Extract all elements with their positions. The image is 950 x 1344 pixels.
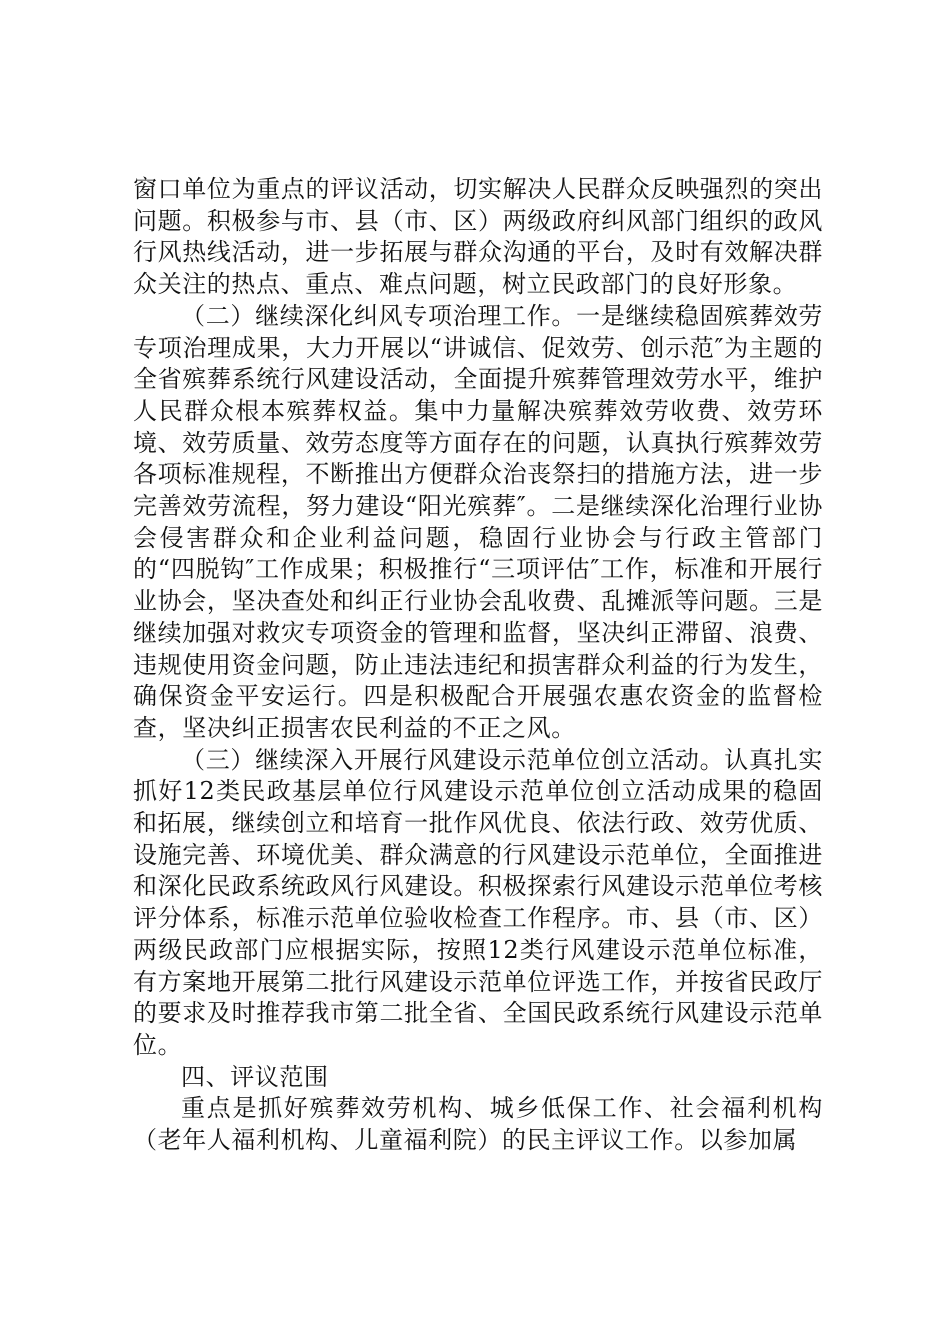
section-heading-review-scope: 四、评议范围	[181, 1062, 329, 1091]
paragraph-review-scope: 重点是抓好殡葬效劳机构、城乡低保工作、社会福利机构（老年人福利机构、儿童福利院）的民主评议工作。以参加属	[133, 1094, 823, 1155]
paragraph-model-units: （三）继续深入开展行风建设示范单位创立活动。认真扎实抓好12类民政基层单位行风建设示范单位创立活动成果的稳固和拓展，继续创立和培育一批作风优良、依法行政、效劳优质、设施完善、环境优美、群众满意的行风建设示范单位，全面推进和深化民政系统政风行风建设。积极探索行风建设示范单位考核评分体系，标准示范单位验收检查工作程序。市、县（市、区）两级民政部门应根据实际，按照12类行风建设示范单位标准，有方案地开展第二批行风建设示范单位评选工作，并按省民政厅的要求及时推荐我市第二批全省、全国民政系统行风建设示范单位。	[133, 745, 823, 1059]
paragraph-window-units: 窗口单位为重点的评议活动，切实解决人民群众反映强烈的突出问题。积极参与市、县（市、区）两级政府纠风部门组织的政风行风热线活动，进一步拓展与群众沟通的平台，及时有效解决群众关注的热点、重点、难点问题，树立民政部门的良好形象。	[133, 175, 823, 299]
document-body	[133, 174, 823, 1157]
paragraph-special-rectification: （二）继续深化纠风专项治理工作。一是继续稳固殡葬效劳专项治理成果，大力开展以“讲诚信、促效劳、创示范″为主题的全省殡葬系统行风建设活动，全面提升殡葬管理效劳水平，维护人民群众根本殡葬权益。集中力量解决殡葬效劳收费、效劳环境、效劳质量、效劳态度等方面存在的问题，认真执行殡葬效劳各项标准规程，不断推出方便群众治丧祭扫的措施方法，进一步完善效劳流程，努力建设“阳光殡葬″。二是继续深化治理行业协会侵害群众和企业利益问题，稳固行业协会与行政主管部门的“四脱钩″工作成果；积极推行“三项评估″工作，标准和开展行业协会，坚决查处和纠正行业协会乱收费、乱摊派等问题。三是继续加强对救灾专项资金的管理和监督，坚决纠正滞留、浪费、违规使用资金问题，防止违法违纪和损害群众利益的行为发生，确保资金平安运行。四是积极配合开展强农惠农资金的监督检查，坚决纠正损害农民利益的不正之风。	[133, 301, 823, 742]
